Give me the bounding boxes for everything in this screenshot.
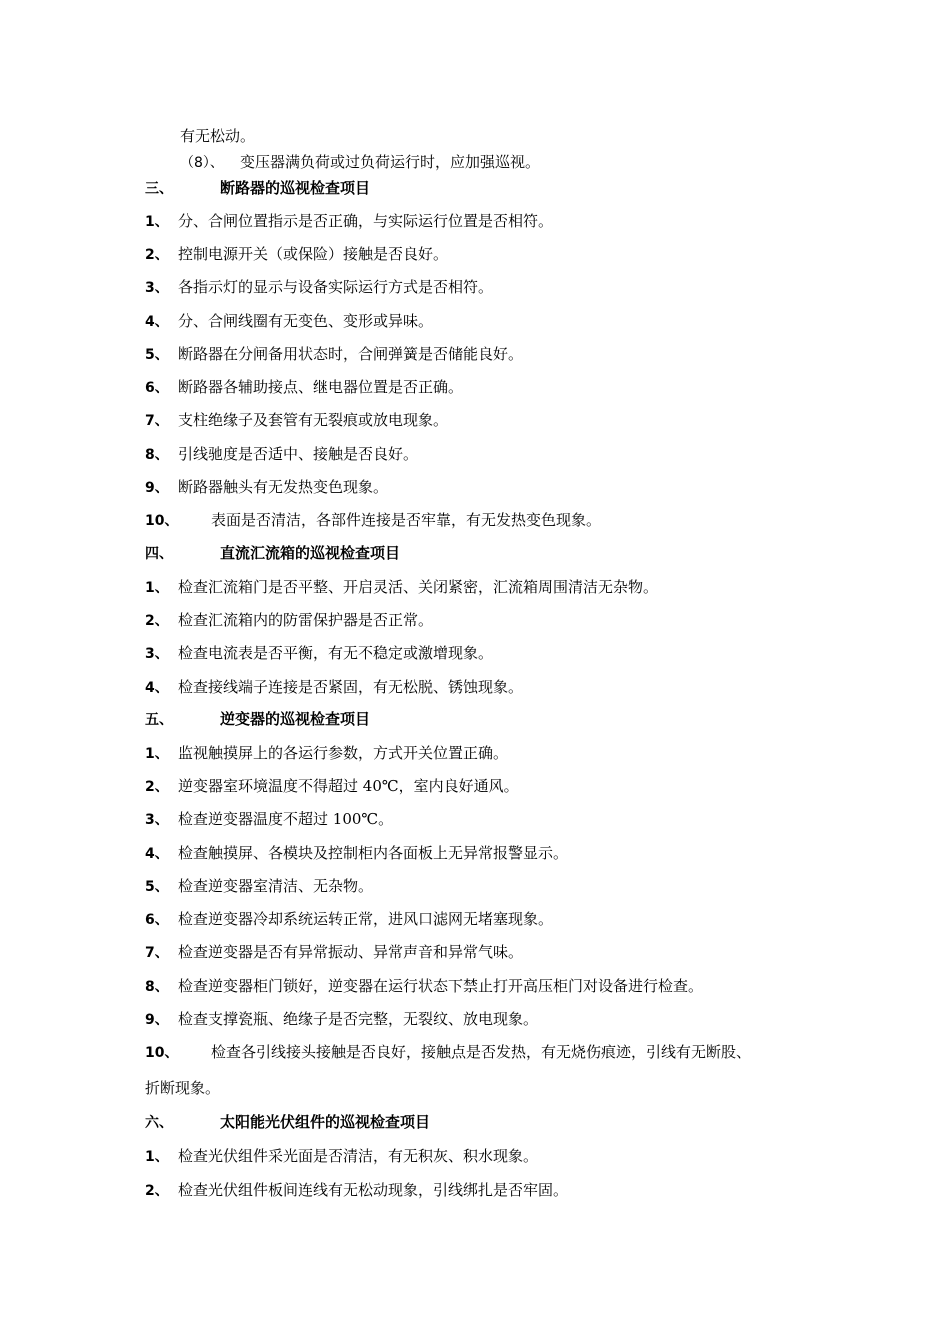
list-item: 4、 分、合闸线圈有无变色、变形或异味。 bbox=[145, 312, 434, 330]
section-heading-5: 五、 逆变器的巡视检查项目 bbox=[145, 710, 371, 728]
list-item: 4、 检查接线端子连接是否紧固，有无松脱、锈蚀现象。 bbox=[145, 678, 524, 696]
list-item: 2、 检查光伏组件板间连线有无松动现象，引线绑扎是否牢固。 bbox=[145, 1181, 569, 1199]
list-item: 2、 控制电源开关（或保险）接触是否良好。 bbox=[145, 245, 449, 263]
list-item: 3、 各指示灯的显示与设备实际运行方式是否相符。 bbox=[145, 278, 494, 296]
list-item: 9、 检查支撑瓷瓶、绝缘子是否完整，无裂纹、放电现象。 bbox=[145, 1010, 539, 1028]
list-item: 8、 引线驰度是否适中、接触是否良好。 bbox=[145, 445, 419, 463]
list-item: 7、 支柱绝缘子及套管有无裂痕或放电现象。 bbox=[145, 411, 449, 429]
list-item: 10、 检查各引线接头接触是否良好，接触点是否发热，有无烧伤痕迹，引线有无断股、 bbox=[145, 1043, 752, 1061]
section-heading-3: 三、 断路器的巡视检查项目 bbox=[145, 179, 371, 197]
list-item: 6、 检查逆变器冷却系统运转正常，进风口滤网无堵塞现象。 bbox=[145, 910, 554, 928]
continuation-line: 有无松动。 bbox=[180, 127, 256, 145]
list-item: 2、 逆变器室环境温度不得超过 40℃，室内良好通风。 bbox=[145, 777, 519, 795]
list-item: 3、 检查电流表是否平衡，有无不稳定或激增现象。 bbox=[145, 644, 494, 662]
list-item: 8、 检查逆变器柜门锁好，逆变器在运行状态下禁止打开高压柜门对设备进行检查。 bbox=[145, 977, 704, 995]
continuation-line: 折断现象。 bbox=[145, 1079, 221, 1097]
list-item: 9、 断路器触头有无发热变色现象。 bbox=[145, 478, 389, 496]
sub-item-8: （8）、 变压器满负荷或过负荷运行时，应加强巡视。 bbox=[180, 153, 541, 171]
list-item: 1、 检查汇流箱门是否平整、开启灵活、关闭紧密，汇流箱周围清洁无杂物。 bbox=[145, 578, 659, 596]
list-item: 1、 检查光伏组件采光面是否清洁，有无积灰、积水现象。 bbox=[145, 1147, 539, 1165]
section-heading-6: 六、 太阳能光伏组件的巡视检查项目 bbox=[145, 1113, 431, 1131]
list-item: 5、 断路器在分闸备用状态时，合闸弹簧是否储能良好。 bbox=[145, 345, 524, 363]
list-item: 2、 检查汇流箱内的防雷保护器是否正常。 bbox=[145, 611, 434, 629]
list-item: 3、 检查逆变器温度不超过 100℃。 bbox=[145, 810, 394, 828]
list-item: 1、 监视触摸屏上的各运行参数，方式开关位置正确。 bbox=[145, 744, 509, 762]
list-item: 6、 断路器各辅助接点、继电器位置是否正确。 bbox=[145, 378, 464, 396]
list-item: 4、 检查触摸屏、各模块及控制柜内各面板上无异常报警显示。 bbox=[145, 844, 569, 862]
section-heading-4: 四、 直流汇流箱的巡视检查项目 bbox=[145, 544, 401, 562]
list-item: 10、 表面是否清洁，各部件连接是否牢靠，有无发热变色现象。 bbox=[145, 511, 602, 529]
list-item: 5、 检查逆变器室清洁、无杂物。 bbox=[145, 877, 374, 895]
list-item: 7、 检查逆变器是否有异常振动、异常声音和异常气味。 bbox=[145, 943, 524, 961]
list-item: 1、 分、合闸位置指示是否正确，与实际运行位置是否相符。 bbox=[145, 212, 554, 230]
